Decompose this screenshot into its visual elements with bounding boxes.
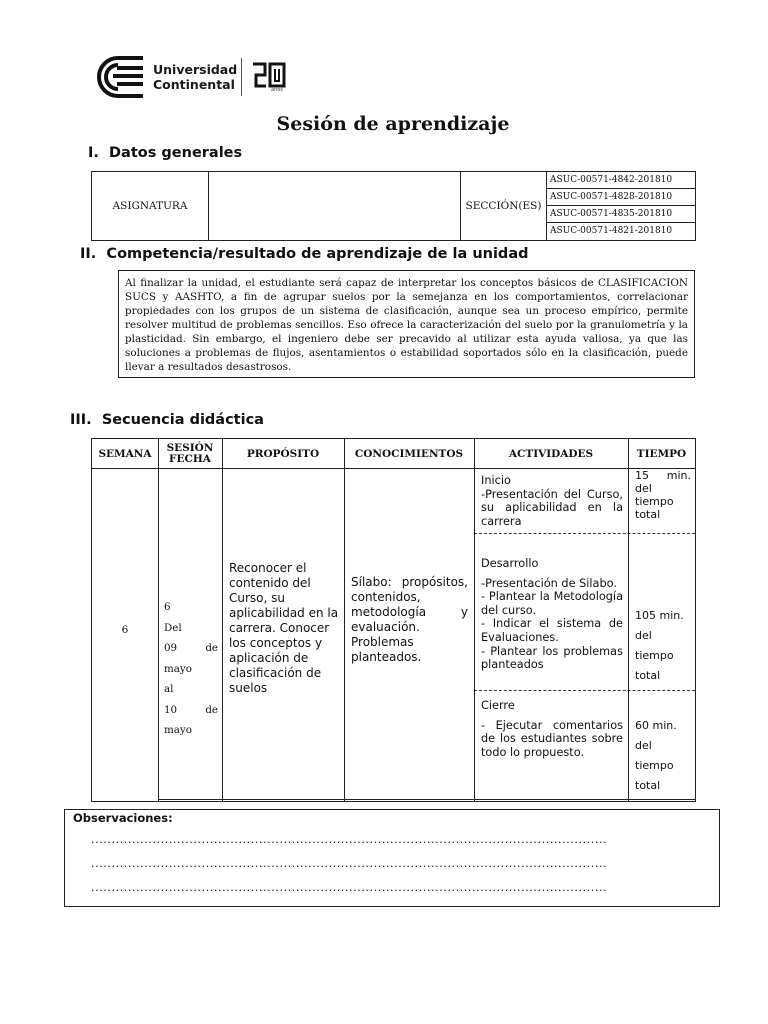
- seccion-code: ASUC-00571-4842-201810: [547, 172, 695, 189]
- header-semana: SEMANA: [98, 447, 152, 460]
- asignatura-label: ASIGNATURA: [92, 172, 209, 240]
- tiempo-desarrollo: 105 min. del tiempo total: [635, 609, 684, 682]
- column-divider: [628, 439, 629, 801]
- section-secuencia: III. Secuencia didáctica: [70, 412, 264, 428]
- datos-generales-table: [91, 171, 696, 241]
- seccion-label: SECCIÓN(ES): [461, 172, 547, 240]
- column-divider: [344, 439, 345, 801]
- seccion-code: ASUC-00571-4821-201810: [550, 226, 673, 236]
- observaciones-line: ..............................................................................................................................: [91, 881, 608, 894]
- sesion-fecha-value: 6 Del 09 de mayo al 10 de mayo: [164, 601, 218, 736]
- actividad-desarrollo: Desarrollo -Presentación de Silabo. - Plantear la Metodología del curso. - Indicar el sistema de Evaluaciones. - Plantear los problemas planteados: [481, 557, 623, 672]
- observaciones-box: [64, 809, 720, 907]
- header-tiempo: TIEMPO: [636, 447, 687, 460]
- header-conocimientos: CONOCIMIENTOS: [354, 447, 464, 460]
- column-divider: [222, 439, 223, 801]
- seccion-code: ASUC-00571-4835-201810: [547, 206, 695, 223]
- anniversary-label: años: [271, 87, 283, 93]
- proposito-value: Reconocer el contenido del Curso, su aplicabilidad en la carrera. Conocer los conceptos y aplicación de clasificación de suelos: [229, 561, 339, 695]
- section-datos-generales: I. Datos generales: [88, 145, 243, 161]
- row-divider-dashed: [474, 533, 695, 534]
- observaciones-line: ..............................................................................................................................: [91, 833, 608, 846]
- seccion-code: ASUC-00571-4828-201810: [547, 189, 695, 206]
- tiempo-inicio: 15 min. del tiempo total: [635, 469, 691, 521]
- row-divider-dashed: [474, 690, 695, 691]
- actividad-inicio: Inicio -Presentación del Curso, su aplicabilidad en la carrera: [481, 474, 623, 528]
- asignatura-value: [209, 172, 461, 240]
- section-competencia: II. Competencia/resultado de aprendizaje de la unidad: [80, 246, 529, 262]
- competencia-text: Al finalizar la unidad, el estudiante será capaz de interpretar los conceptos básicos de CLASIFICACION SUCS y AASHTO, a fin de agrupar suelos por la semejanza en los comportamientos, correlacionar propiedades con los grupos de un sistema de clasificación, aunque sea un proceso empírico, permite resolver multitud de problemas sencillos. Eso ofrece la caracterización del suelo por la granulometría y la plasticidad. Sin embargo, el ingeniero debe ser precavido al utilizar esta ayuda valiosa, ya que las soluciones a problemas de flujos, asentamientos o estabilidad soportados sólo en la clasificación, puede llevar a resultados desastrosos.: [118, 270, 695, 378]
- actividad-cierre: Cierre - Ejecutar comentarios de los estudiantes sobre todo lo propuesto.: [481, 699, 623, 759]
- secuencia-table: [91, 438, 696, 802]
- seccion-codes: [547, 172, 695, 240]
- header-sesion-fecha: SESIÓN FECHA: [166, 442, 214, 465]
- logo-separator: [241, 58, 242, 96]
- column-divider: [158, 439, 159, 801]
- column-divider: [474, 439, 475, 801]
- header-proposito: PROPÓSITO: [246, 447, 320, 460]
- university-logo-icon: [91, 56, 145, 98]
- tiempo-cierre: 60 min. del tiempo total: [635, 719, 677, 792]
- header-actividades: ACTIVIDADES: [508, 447, 594, 460]
- observaciones-label: Observaciones:: [73, 811, 173, 825]
- university-name: Universidad Continental: [153, 62, 238, 92]
- page-title: Sesión de aprendizaje: [276, 113, 510, 135]
- conocimientos-value: Sílabo: propósitos, contenidos, metodología y evaluación. Problemas planteados.: [351, 575, 468, 664]
- observaciones-line: ..............................................................................................................................: [91, 857, 608, 870]
- bottom-inner-line: [158, 799, 695, 800]
- anniversary-20-icon: [251, 60, 287, 90]
- semana-value: 6: [121, 624, 129, 636]
